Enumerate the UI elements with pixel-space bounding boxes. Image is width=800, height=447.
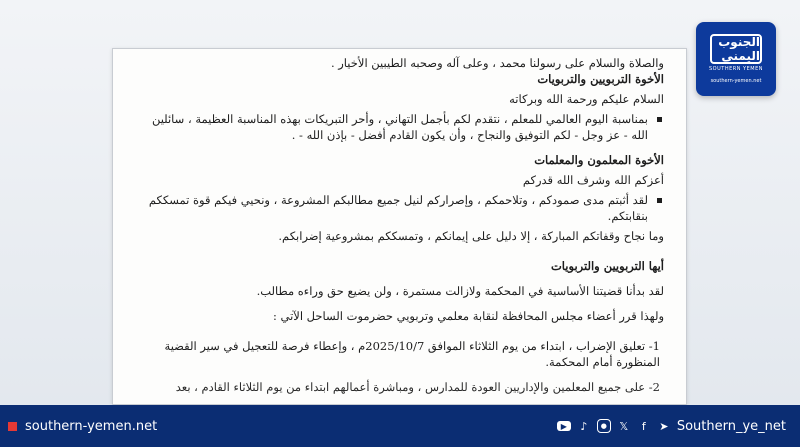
youtube-icon[interactable]: ▶: [557, 421, 571, 431]
doc-item-1: 1- تعليق الإضراب ، ابتداء من يوم الثلاثاء الموافق 2025/10/7م ، وإعطاء فرصة للتعجيل في سير القضية المنظورة أمام المحكمة.: [164, 339, 660, 369]
logo-site: southern-yemen.net: [710, 78, 762, 84]
doc-heading-2: الأخوة المعلمون والمعلمات: [534, 153, 664, 167]
site-logo[interactable]: [696, 22, 776, 96]
telegram-icon[interactable]: ➤: [659, 419, 669, 433]
logo-emblem: الجنوب اليمني: [710, 34, 762, 64]
doc-item-2: 2- على جميع المعلمين والإداريين العودة للمدارس ، ومباشرة أعمالهم ابتداء من يوم الثلاثاء القادم ، بعد: [175, 380, 660, 394]
facebook-icon[interactable]: f: [641, 419, 646, 433]
doc-line-decision: ولهذا قرر أعضاء مجلس المحافظة لنقابة معلمي وتربويي حضرموت الساحل الآتي :: [272, 309, 664, 323]
doc-line-success: وما نجاح وقفاتكم المباركة ، إلا دليل على إيمانكم ، وتمسككم بمشروعية إضرابكم.: [278, 229, 664, 243]
footer-website[interactable]: [8, 419, 157, 434]
doc-heading-3: أيها التربويين والتربويات: [550, 259, 664, 273]
doc-line-opening: والصلاة والسلام على رسولنا محمد ، وعلى آله وصحبه الطيبين الأخيار .: [330, 56, 664, 70]
doc-bullet-1: بمناسبة اليوم العالمي للمعلم ، نتقدم لكم بأجمل التهاني ، وأحر التبريكات بهذه المناسبة العظيمة ، سائلين الله - عز وجل - لكم التوفيق والنجاح ، وأن يكون القادم أفضل - بإذن الله - .: [141, 111, 664, 143]
document-page: [112, 48, 687, 405]
logo-subtitle: SOUTHERN YEMEN: [709, 66, 763, 72]
footer-handle[interactable]: Southern_ye_net: [676, 418, 786, 434]
doc-line-court: لقد بدأنا قضيتنا الأساسية في المحكمة ولازالت مستمرة ، ولن يضيع حق وراءه مطالب.: [256, 284, 664, 298]
footer-bar: [0, 405, 800, 447]
red-square-icon: [8, 422, 17, 431]
footer-website-label: southern-yemen.net: [25, 418, 158, 434]
instagram-icon[interactable]: ●: [597, 419, 611, 433]
doc-heading-1: الأخوة التربويين والتربويات: [537, 72, 664, 86]
x-icon[interactable]: 𝕏: [619, 419, 629, 433]
doc-bullet-2: لقد أثبتم مدى صمودكم ، وتلاحمكم ، وإصراركم لنيل جميع مطالبكم المشروعة ، ونحيي فيكم قوة تمسككم بنقابتكم.: [141, 192, 664, 224]
doc-line-honor: أعزكم الله وشرف الله قدركم: [522, 173, 664, 187]
tiktok-icon[interactable]: ♪: [580, 419, 588, 433]
footer-social: [557, 419, 786, 434]
doc-line-greeting: السلام عليكم ورحمة الله وبركاته: [509, 92, 664, 106]
